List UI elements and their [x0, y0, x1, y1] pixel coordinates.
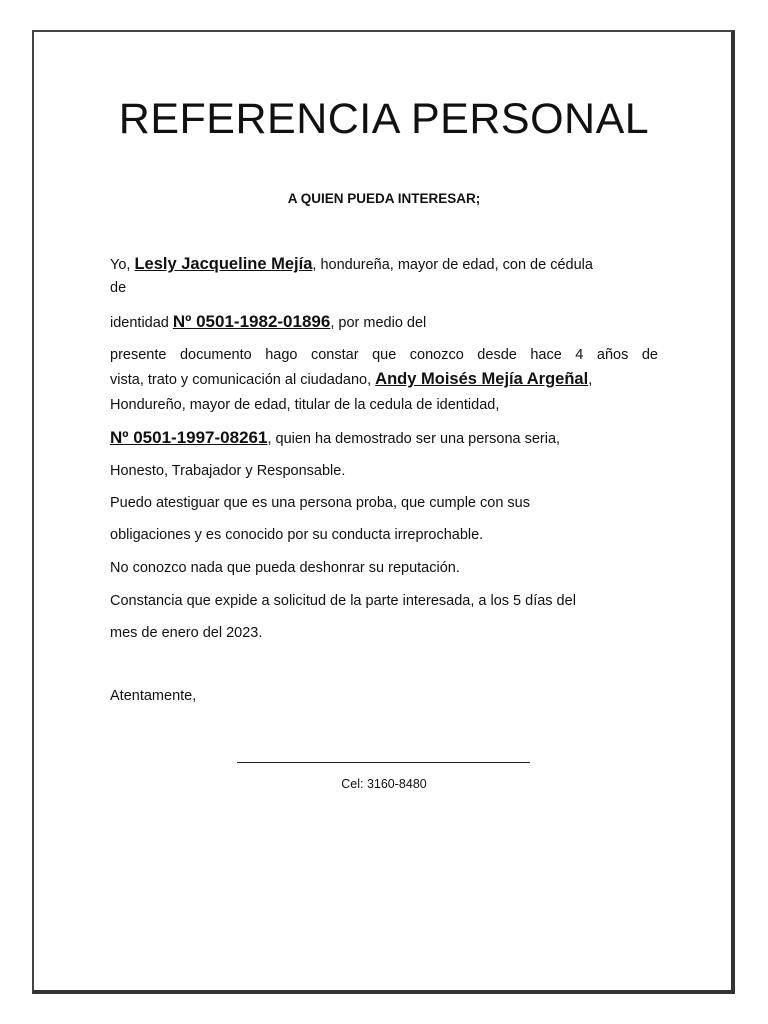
closing: Atentamente, — [110, 688, 197, 704]
text-rest: , por medio del — [330, 315, 427, 331]
salutation: A QUIEN PUEDA INTERESAR; — [287, 191, 481, 206]
paragraph-line-1 — [110, 253, 658, 276]
text-rest: , hondureña, mayor de edad, con de cédula — [312, 257, 593, 273]
signature-line — [237, 762, 530, 763]
author-name: Lesly Jacqueline Mejía — [134, 255, 313, 273]
paragraph-line-8: Puedo atestiguar que es una persona proba, que cumple con sus — [110, 495, 530, 511]
paragraph-line-5: Hondureño, mayor de edad, titular de la cedula de identidad, — [110, 397, 500, 413]
document-title: REFERENCIA PERSONAL — [118, 95, 650, 143]
paragraph-line-11: Constancia que expide a solicitud de la parte interesada, a los 5 días del — [110, 593, 576, 609]
phone-number: Cel: 3160-8480 — [341, 777, 427, 791]
paragraph-line-6 — [110, 427, 658, 450]
text-prefix: identidad — [110, 315, 173, 331]
subject-name: Andy Moisés Mejía Argeñal — [375, 370, 589, 388]
paragraph-line-12: mes de enero del 2023. — [110, 625, 263, 641]
paragraph-line-9: obligaciones y es conocido por su conducta irreprochable. — [110, 527, 484, 543]
paragraph-line-4 — [110, 368, 658, 391]
text-prefix: Yo, — [110, 257, 135, 273]
paragraph-line-2 — [110, 311, 658, 334]
text-rest: , quien ha demostrado ser una persona seria, — [267, 431, 561, 447]
paragraph-line-7: Honesto, Trabajador y Responsable. — [110, 463, 346, 479]
paragraph-line-10: No conozco nada que pueda deshonrar su reputación. — [110, 560, 460, 576]
paragraph-line-1-wrap: de — [110, 280, 127, 296]
text-suffix: , — [588, 372, 593, 388]
text-prefix: vista, trato y comunicación al ciudadano, — [110, 372, 376, 388]
author-id-number: Nº 0501-1982-01896 — [172, 312, 331, 331]
paragraph-line-3: presente documento hago constar que conozco desde hace 4 años de — [110, 347, 658, 363]
subject-id-number: Nº 0501-1997-08261 — [110, 428, 268, 447]
